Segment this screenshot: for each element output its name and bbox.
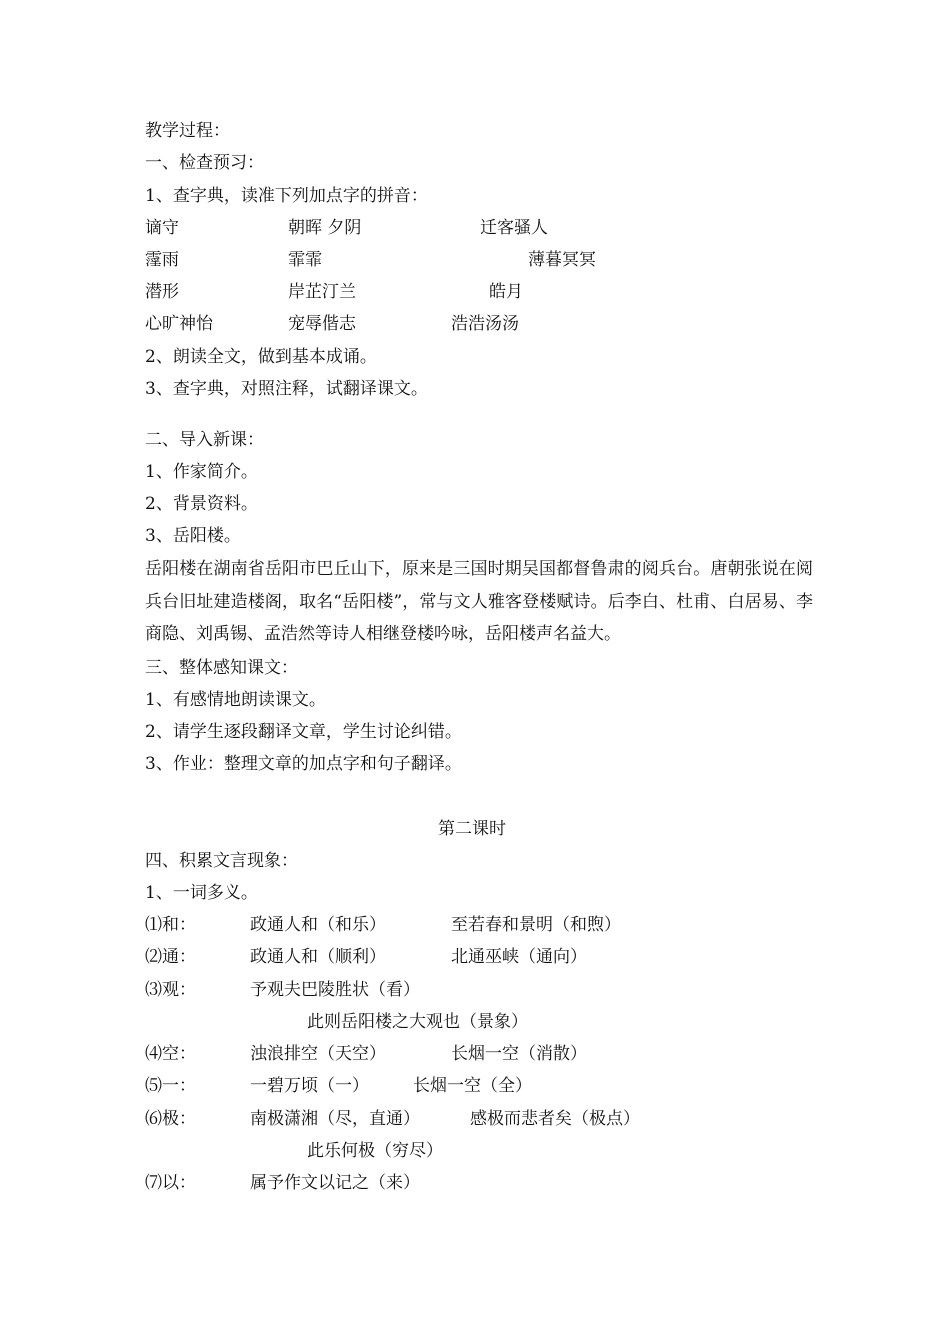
vocab-word: 心旷神怡 <box>145 314 213 334</box>
section-3-item-3: 3、作业：整理文章的加点字和句子翻译。 <box>145 754 462 774</box>
entry-example: 政通人和（顺利） <box>250 947 386 967</box>
entry-example: 政通人和（和乐） <box>250 915 386 935</box>
entry-example: 南极潇湘（尽，直通） <box>250 1109 420 1129</box>
section-1-item-2: 2、朗读全文，做到基本成诵。 <box>145 347 377 367</box>
section-1-title: 一、检查预习： <box>145 153 264 173</box>
lesson-2-title: 第二课时 <box>438 819 506 839</box>
section-2-item-1: 1、作家简介。 <box>145 462 258 482</box>
entry-example: 浊浪排空（天空） <box>250 1044 386 1064</box>
entry-label: ⑴和： <box>145 915 196 935</box>
entry-example: 长烟一空（全） <box>413 1076 532 1096</box>
entry-example: 此乐何极（穷尽） <box>307 1141 443 1161</box>
vocab-word: 霪雨 <box>145 250 179 270</box>
vocab-word: 迁客骚人 <box>480 218 548 238</box>
vocab-word: 谪守 <box>145 218 179 238</box>
entry-label: ⑷空： <box>145 1044 196 1064</box>
entry-example: 一碧万顷（一） <box>250 1076 369 1096</box>
vocab-word: 潜形 <box>145 282 179 302</box>
entry-example: 至若春和景明（和煦） <box>451 915 621 935</box>
vocab-word: 皓月 <box>489 282 523 302</box>
entry-label: ⑺以： <box>145 1173 196 1193</box>
vocab-word: 薄暮冥冥 <box>528 250 596 270</box>
vocab-word: 朝晖 夕阴 <box>288 218 362 238</box>
entry-label: ⑶观： <box>145 980 196 1000</box>
section-2-item-2: 2、背景资料。 <box>145 494 258 514</box>
section-3-item-2: 2、请学生逐段翻译文章，学生讨论纠错。 <box>145 722 462 742</box>
section-1-item-1: 1、查字典，读准下列加点字的拼音： <box>145 186 428 206</box>
entry-label: ⑵通： <box>145 947 196 967</box>
section-3-item-1: 1、有感情地朗读课文。 <box>145 690 326 710</box>
entry-example: 北通巫峡（通向） <box>451 947 587 967</box>
entry-label: ⑸一： <box>145 1076 196 1096</box>
section-3-title: 三、整体感知课文： <box>145 658 298 678</box>
entry-example: 予观夫巴陵胜状（看） <box>250 980 420 1000</box>
entry-example: 属予作文以记之（来） <box>250 1173 420 1193</box>
teaching-process-heading: 教学过程： <box>145 121 230 141</box>
entry-label: ⑹极： <box>145 1109 196 1129</box>
entry-example: 感极而悲者矣（极点） <box>470 1109 640 1129</box>
section-2-title: 二、导入新课： <box>145 430 264 450</box>
section-4-item-1: 1、一词多义。 <box>145 883 258 903</box>
section-2-item-3: 3、岳阳楼。 <box>145 526 241 546</box>
section-4-title: 四、积累文言现象： <box>145 851 298 871</box>
entry-example: 长烟一空（消散） <box>451 1044 587 1064</box>
yueyang-tower-paragraph: 岳阳楼在湖南省岳阳市巴丘山下，原来是三国时期吴国都督鲁肃的阅兵台。唐朝张说在阅兵台旧址建造楼阁，取名“岳阳楼”，常与文人雅客登楼赋诗。后李白、杜甫、白居易、李商隐、刘禹锡、孟浩然等诗人相继登楼吟咏，岳阳楼声名益大。 <box>145 559 813 644</box>
section-1-item-3: 3、查字典，对照注释，试翻译课文。 <box>145 379 428 399</box>
vocab-word: 浩浩汤汤 <box>451 314 519 334</box>
vocab-word: 岸芷汀兰 <box>288 282 356 302</box>
entry-example: 此则岳阳楼之大观也（景象） <box>307 1012 528 1032</box>
vocab-word: 宠辱偕志 <box>288 314 356 334</box>
vocab-word: 霏霏 <box>288 250 322 270</box>
